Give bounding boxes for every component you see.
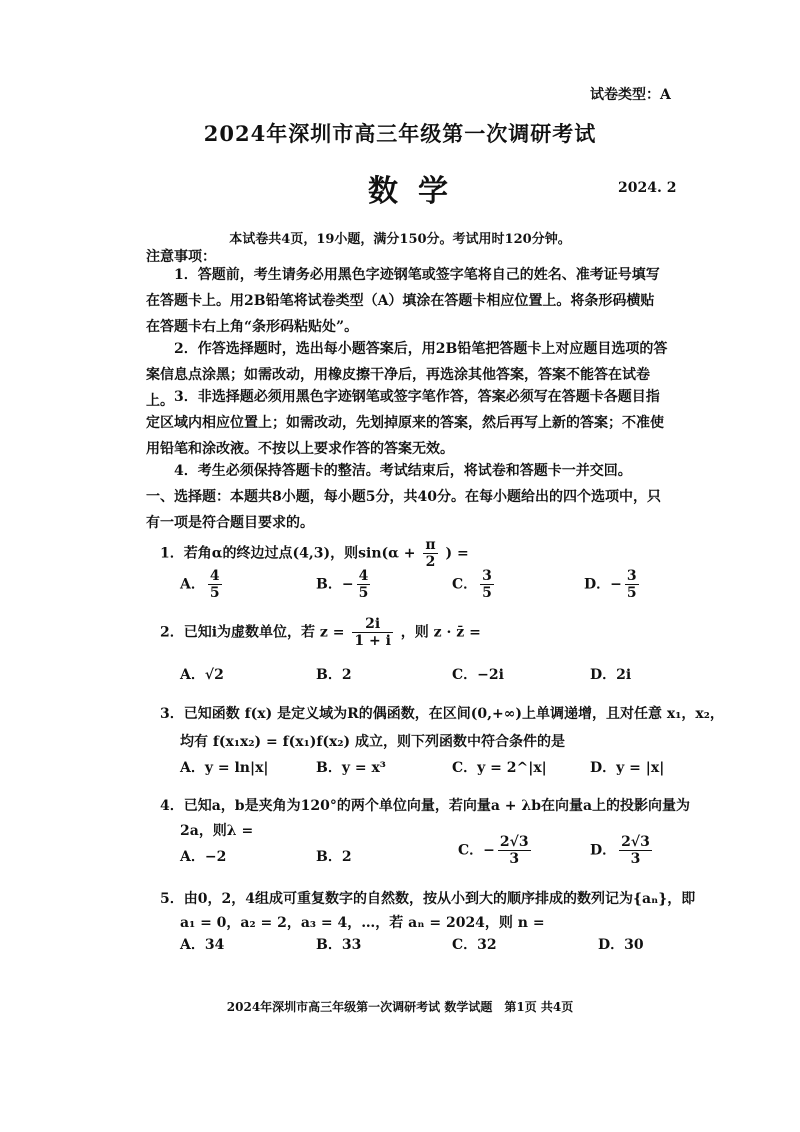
q3-option-c: C．y = 2^|x| bbox=[452, 760, 547, 776]
exam-date: 2024. 2 bbox=[618, 180, 677, 196]
frac-num: 2√3 bbox=[499, 834, 529, 850]
exam-title: 2024年深圳市高三年级第一次调研考试 bbox=[203, 121, 597, 146]
q2-frac-num: 2i bbox=[352, 616, 393, 633]
frac-num: 4 bbox=[358, 568, 369, 584]
notes-heading: 注意事项： bbox=[146, 249, 216, 265]
q1-frac-den: 2 bbox=[425, 554, 436, 570]
question-5-line-2: a₁ = 0，a₂ = 2，a₃ = 4，…，若 aₙ = 2024，则 n = bbox=[180, 915, 545, 931]
q5-option-c: C．32 bbox=[452, 937, 497, 953]
frac-den: 5 bbox=[482, 585, 492, 601]
option-fraction bbox=[625, 568, 639, 601]
question-1-stem bbox=[160, 537, 469, 570]
q5-option-d: D．30 bbox=[598, 937, 644, 953]
q1-stem-a: 1．若角α的终边过点(4,3)，则sin(α + bbox=[160, 545, 416, 562]
option-fraction bbox=[480, 568, 494, 601]
q3-option-b: B．y = x³ bbox=[316, 760, 386, 776]
q1-fraction bbox=[423, 537, 437, 570]
question-5-line-1: 5．由0，2，4组成可重复数字的自然数，按从小到大的顺序排成的数列记为{aₙ}，即 bbox=[160, 891, 696, 907]
note-item-3: 3．非选择题必须用黑色字迹钢笔或签字笔作答，答案必须写在答题卡各题目指定区域内相应位置上；如需改动，先划掉原来的答案，然后再写上新的答案；不准使用铅笔和涂改液。不按以上要求作答的答案无效。 bbox=[146, 389, 664, 457]
option-fraction bbox=[357, 568, 371, 601]
q4-option-c bbox=[458, 834, 534, 867]
frac-num: 3 bbox=[626, 568, 637, 584]
option-label: D． bbox=[590, 842, 617, 859]
question-4-line-2: 2a，则λ = bbox=[180, 823, 254, 839]
q3-option-a: A．y = ln|x| bbox=[180, 760, 269, 776]
q1-option-c bbox=[452, 568, 497, 601]
q3-option-d: D．y = |x| bbox=[590, 760, 665, 776]
question-2-stem bbox=[160, 616, 481, 649]
page-footer: 2024年深圳市高三年级第一次调研考试 数学试题 第1页 共4页 bbox=[226, 1000, 574, 1014]
note-item-4: 4．考生必须保持答题卡的整洁。考试结束后，将试卷和答题卡一并交回。 bbox=[174, 463, 632, 479]
frac-den: 5 bbox=[358, 585, 369, 601]
q2-fraction bbox=[352, 616, 393, 649]
note-item-1: 1．答题前，考生请务必用黑色字迹钢笔或签字笔将自己的姓名、准考证号填写在答题卡上。用2B铅笔将试卷类型（A）填涂在答题卡相应位置上。将条形码横贴在答题卡右上角“条形码粘贴处”。 bbox=[146, 267, 660, 335]
frac-den: 3 bbox=[630, 851, 641, 867]
option-sign: − bbox=[610, 576, 622, 593]
q4-option-d bbox=[590, 834, 655, 867]
q2-option-c: C．−2i bbox=[452, 667, 504, 683]
frac-num: 3 bbox=[482, 568, 492, 584]
q1-stem-b: ) = bbox=[445, 545, 469, 562]
q1-option-a bbox=[180, 568, 225, 601]
subject-title: 数学 bbox=[368, 174, 468, 209]
q1-option-d bbox=[584, 568, 642, 601]
q5-option-a: A．34 bbox=[180, 937, 225, 953]
option-fraction bbox=[619, 834, 652, 867]
frac-den: 3 bbox=[509, 851, 520, 867]
exam-info: 本试卷共4页，19小题，满分150分。考试用时120分钟。 bbox=[229, 232, 571, 247]
q2-stem-b: ，则 z · z̄ = bbox=[400, 624, 481, 641]
option-fraction bbox=[208, 568, 222, 601]
frac-den: 5 bbox=[626, 585, 637, 601]
q2-option-a: A．√2 bbox=[180, 667, 224, 683]
option-sign: − bbox=[341, 576, 354, 593]
q2-option-b: B．2 bbox=[316, 667, 352, 683]
option-fraction bbox=[498, 834, 531, 867]
q5-option-b: B．33 bbox=[316, 937, 362, 953]
option-label: B． bbox=[316, 576, 342, 593]
frac-num: 4 bbox=[209, 568, 220, 584]
option-label: C． bbox=[458, 842, 484, 859]
option-label: A． bbox=[180, 576, 205, 593]
option-label: C． bbox=[452, 576, 478, 593]
section-heading: 一、选择题：本题共8小题，每小题5分，共40分。在每小题给出的四个选项中，只有一项是符合题目要求的。 bbox=[146, 489, 661, 531]
q2-stem-a: 2．已知i为虚数单位，若 z = bbox=[160, 624, 345, 641]
q1-option-b bbox=[316, 568, 373, 601]
option-label: D． bbox=[584, 576, 611, 593]
q2-frac-den: 1 + i bbox=[354, 633, 391, 649]
question-3-line-2: 均有 f(x₁x₂) = f(x₁)f(x₂) 成立，则下列函数中符合条件的是 bbox=[180, 734, 565, 750]
option-sign: − bbox=[483, 842, 495, 859]
question-3-line-1: 3．已知函数 f(x) 是定义域为R的偶函数，在区间(0,+∞)上单调递增，且对任意 x₁，x₂， bbox=[160, 706, 724, 722]
q1-frac-num: π bbox=[425, 537, 436, 553]
paper-type-label: 试卷类型：A bbox=[590, 87, 671, 103]
note-item-2: 2．作答选择题时，选出每小题答案后，用2B铅笔把答题卡上对应题目选项的答案信息点涂黑；如需改动，用橡皮擦干净后，再选涂其他答案，答案不能答在试卷上。 bbox=[146, 341, 668, 409]
frac-den: 5 bbox=[209, 585, 220, 601]
frac-num: 2√3 bbox=[621, 834, 650, 850]
q2-option-d: D．2i bbox=[590, 667, 632, 683]
question-4-line-1: 4．已知a，b是夹角为120°的两个单位向量，若向量a + λb在向量a上的投影向量为 bbox=[160, 798, 691, 814]
q4-option-b: B．2 bbox=[316, 849, 352, 865]
q4-option-a: A．−2 bbox=[180, 849, 227, 865]
